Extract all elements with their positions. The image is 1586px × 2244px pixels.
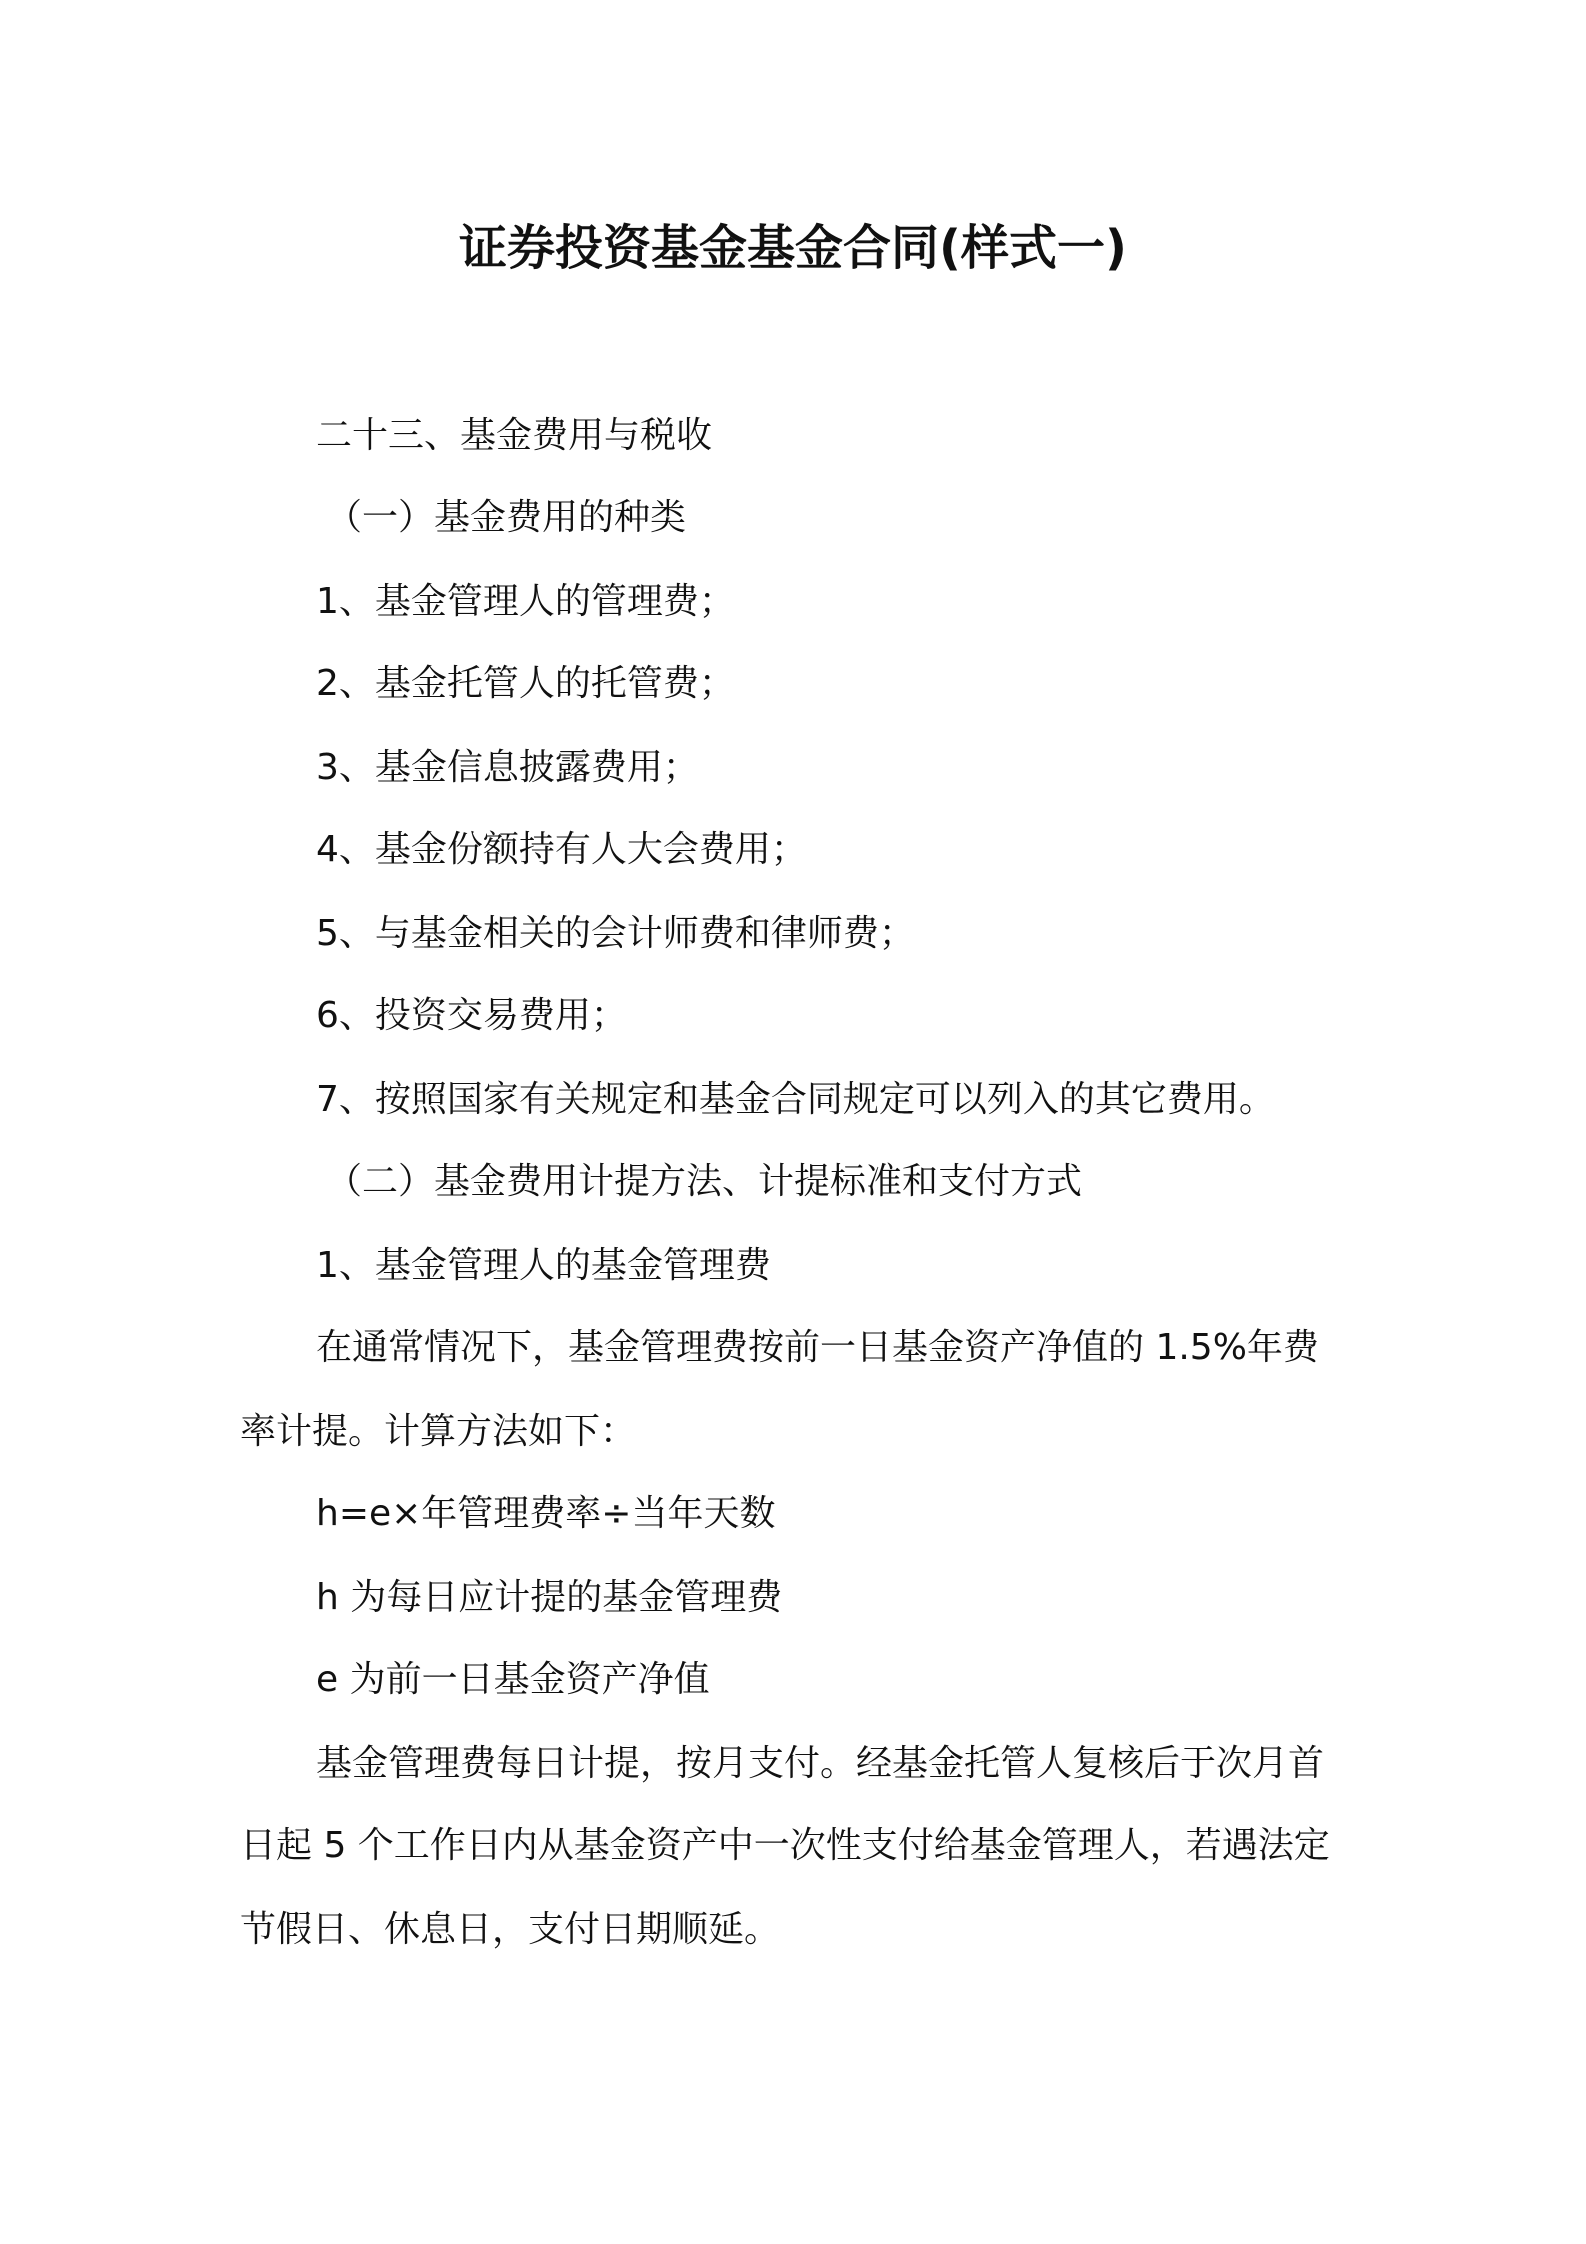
paragraph-line: 日起 5 个工作日内从基金资产中一次性支付给基金管理人，若遇法定 <box>240 1825 1330 1866</box>
paragraph-line: 率计提。计算方法如下： <box>240 1411 637 1452</box>
list-item: 7、按照国家有关规定和基金合同规定可以列入的其它费用。 <box>316 1079 1275 1120</box>
paragraph-line: 在通常情况下，基金管理费按前一日基金资产净值的 1.5%年费 <box>316 1327 1319 1368</box>
list-item: 6、投资交易费用； <box>316 995 627 1036</box>
list-item: 2、基金托管人的托管费； <box>316 663 735 704</box>
paragraph-line: 节假日、休息日，支付日期顺延。 <box>240 1909 781 1950</box>
paragraph-line: 基金管理费每日计提，按月支付。经基金托管人复核后于次月首 <box>316 1743 1325 1784</box>
mgmt-fee-heading: 1、基金管理人的基金管理费 <box>316 1245 771 1286</box>
formula-text: h=e×年管理费率÷当年天数 <box>316 1493 776 1534</box>
definition-h: h 为每日应计提的基金管理费 <box>316 1577 783 1618</box>
list-item: 4、基金份额持有人大会费用； <box>316 829 807 870</box>
subsection-heading-2: （二）基金费用计提方法、计提标准和支付方式 <box>326 1161 1083 1202</box>
definition-e: e 为前一日基金资产净值 <box>316 1659 710 1700</box>
list-item: 1、基金管理人的管理费； <box>316 581 735 622</box>
section-heading: 二十三、基金费用与税收 <box>316 415 713 456</box>
list-item: 5、与基金相关的会计师费和律师费； <box>316 913 915 954</box>
list-item: 3、基金信息披露费用； <box>316 747 699 788</box>
document-title: 证券投资基金基金合同(样式一) <box>459 220 1127 276</box>
subsection-heading-1: （一）基金费用的种类 <box>326 497 687 538</box>
